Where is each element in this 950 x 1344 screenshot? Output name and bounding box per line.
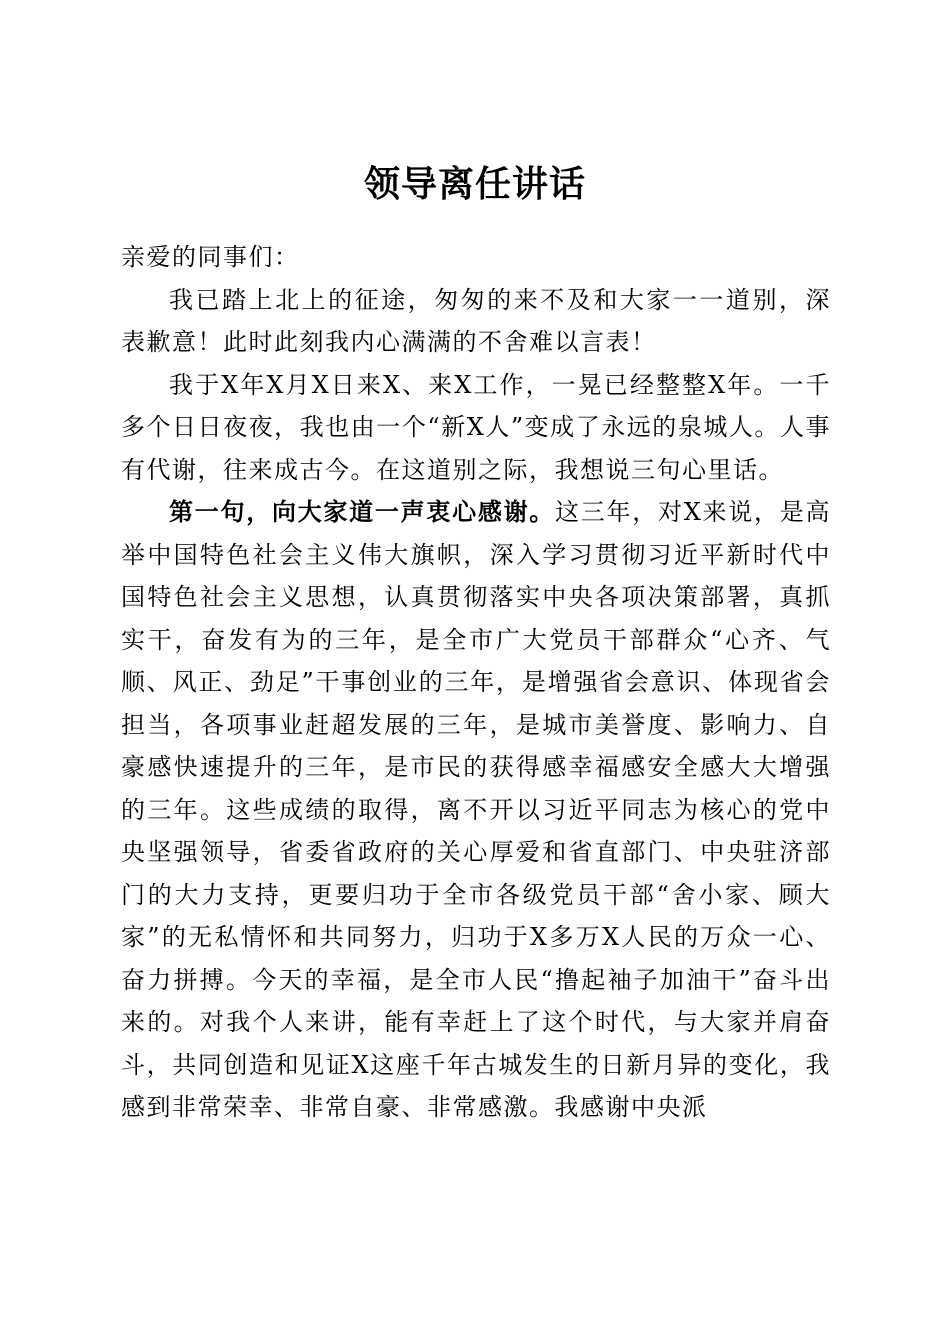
paragraph-1 (121, 279, 831, 364)
paragraph-3-text: 这三年，对X来说，是高举中国特色社会主义伟大旗帜，深入学习贯彻习近平新时代中国特色社会主义思想，认真贯彻落实中央各项决策部署，真抓实干，奋发有为的三年，是全市广大党员干部群众“心齐、气顺、风正、劲足”干事创业的三年，是增强省会意识、体现省会担当，各项事业赶超发展的三年，是城市美誉度、影响力、自豪感快速提升的三年，是市民的获得感幸福感安全感大大增强的三年。这些成绩的取得，离不开以习近平同志为核心的党中央坚强领导，省委省政府的关心厚爱和省直部门、中央驻济部门的大力支持，更要归功于全市各级党员干部“舍小家、顾大家”的无私情怀和共同努力，归功于X多万X人民的万众一心、奋力拼搏。今天的幸福，是全市人民“撸起袖子加油干”奋斗出来的。对我个人来讲，能有幸赶上了这个时代，与大家并肩奋斗，共同创造和见证X这座千年古城发生的日新月异的变化，我感到非常荣幸、非常自豪、非常感激。我感谢中央派 (121, 498, 831, 1121)
paragraph-3-lead: 第一句，向大家道一声衷心感谢。 (169, 497, 556, 526)
document-body (121, 236, 831, 1129)
paragraph-2 (121, 364, 831, 492)
salutation: 亲爱的同事们： (121, 243, 300, 271)
paragraph-3 (121, 491, 831, 1129)
paragraph-1-text: 我已踏上北上的征途，匆匆的来不及和大家一一道别，深表歉意！此时此刻我内心满满的不舍难以言表！ (121, 285, 831, 356)
paragraph-2-text: 我于X年X月X日来X、来X工作，一晃已经整整X年。一千多个日日夜夜，我也由一个“新X人”变成了永远的泉城人。人事有代谢，往来成古今。在这道别之际，我想说三句心里话。 (121, 370, 831, 484)
document-title: 领导离任讲话 (363, 163, 586, 206)
